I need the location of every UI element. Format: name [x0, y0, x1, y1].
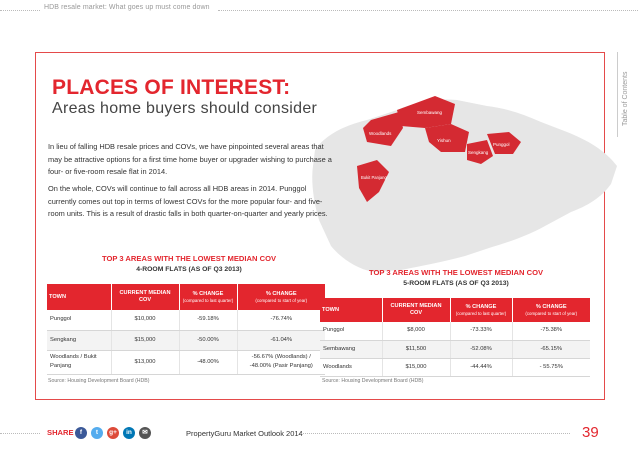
table5-cell: -44.44%: [450, 358, 512, 376]
map-label-sembawang: Sembawang: [417, 110, 443, 115]
table4-header-yoy-label: % CHANGE: [265, 291, 297, 297]
table4-cell: -61.04%: [237, 330, 325, 350]
page-title: PLACES OF INTEREST:: [52, 76, 291, 99]
table4-header-yoy: [237, 284, 325, 310]
table5-title: TOP 3 AREAS WITH THE LOWEST MEDIAN COV: [368, 268, 544, 277]
table4-header-qoq: [179, 284, 237, 310]
table5-cell: $11,500: [382, 340, 450, 358]
table5-cell: -65.15%: [512, 340, 590, 358]
outlook-paragraph: On the whole, COVs will continue to fall across all HDB areas in 2014. Punggol currently comes out top in terms of lowest COVs for the more popular four- and five-room units. This is a result of drastic falls in both quarter-on-quarter and yearly prices.: [48, 184, 328, 218]
map-landmass: [312, 99, 617, 272]
twitter-icon[interactable]: t: [91, 427, 103, 439]
footer-rule-right: [300, 433, 570, 434]
table5-header-qoq-label: % CHANGE: [465, 304, 497, 310]
map-label-bukit-panjang: Bukit Panjang: [361, 175, 387, 180]
map-label-woodlands: Woodlands: [369, 131, 392, 136]
table5-cell: $15,000: [382, 358, 450, 376]
table-row: [320, 322, 590, 340]
table4-source: Source: Housing Development Board (HDB): [48, 378, 150, 384]
toc-label: Table of Contents: [622, 71, 629, 126]
table4-cell: Sengkang: [47, 330, 111, 350]
intro-paragraph: In lieu of falling HDB resale prices and COVs, we have pinpointed several areas that may be attractive options for a first time home buyer or upgrader wishing to purchase a four- or five-room resale flat in 2014.: [48, 142, 332, 176]
google-plus-icon[interactable]: g+: [107, 427, 119, 439]
table4-header-yoy-note: (compared to start of year): [255, 298, 308, 303]
footer-rule-left: [0, 433, 40, 434]
table4-cell: $13,000: [111, 350, 179, 374]
table5-cell: -73.33%: [450, 322, 512, 340]
map-label-sengkang: Sengkang: [468, 150, 489, 155]
share-label: SHARE: [47, 428, 74, 437]
table5-source: Source: Housing Development Board (HDB): [322, 378, 424, 384]
table4-header-row: [47, 284, 325, 310]
linkedin-icon[interactable]: in: [123, 427, 135, 439]
table5-cell: $8,000: [382, 322, 450, 340]
table5-header-qoq-note: (compared to last quarter): [455, 311, 507, 316]
facebook-icon[interactable]: f: [75, 427, 87, 439]
map-label-punggol: Punggol: [493, 142, 510, 147]
table5-cell: -75.38%: [512, 322, 590, 340]
table5-header-qoq: [450, 298, 512, 322]
table4-header-qoq-label: % CHANGE: [192, 291, 224, 297]
map-label-yishun: Yishun: [437, 138, 451, 143]
publication-name: PropertyGuru Market Outlook 2014: [186, 429, 303, 438]
table-row: [47, 350, 325, 374]
table-row: [320, 340, 590, 358]
table4-cell: -48.00%: [179, 350, 237, 374]
page-number: 39: [582, 424, 599, 441]
table-row: [320, 358, 590, 376]
table4: [47, 284, 325, 375]
table4-cell: -76.74%: [237, 310, 325, 330]
table4-title: TOP 3 AREAS WITH THE LOWEST MEDIAN COV: [101, 254, 277, 263]
table4-cell: -50.00%: [179, 330, 237, 350]
running-title: HDB resale market: What goes up must come down: [44, 4, 210, 11]
table4-cell: $10,000: [111, 310, 179, 330]
table-row: [47, 310, 325, 330]
table5-header-town: TOWN: [320, 298, 382, 322]
table4-cell: $15,000: [111, 330, 179, 350]
table4-header-town: TOWN: [47, 284, 111, 310]
table5-header-yoy-note: (compared to start of year): [525, 311, 578, 316]
table5-header-cov: CURRENT MEDIAN COV: [382, 298, 450, 322]
singapore-map: [305, 80, 625, 280]
header-rule-left: [0, 10, 40, 11]
table4-subtitle: 4-ROOM FLATS (AS OF Q3 2013): [136, 266, 242, 273]
table5-cell: Punggol: [320, 322, 382, 340]
email-icon[interactable]: ✉: [139, 427, 151, 439]
table5-header-yoy-label: % CHANGE: [535, 304, 567, 310]
table4-cell: Woodlands / Bukit Panjang: [47, 350, 111, 374]
table4-header-cov: CURRENT MEDIAN COV: [111, 284, 179, 310]
table5-subtitle: 5-ROOM FLATS (AS OF Q3 2013): [403, 280, 509, 287]
table4-cell: Punggol: [47, 310, 111, 330]
table5-cell: -52.08%: [450, 340, 512, 358]
page-subtitle: Areas home buyers should consider: [52, 100, 318, 117]
table5-cell: Woodlands: [320, 358, 382, 376]
table4-header-qoq-note: (compared to last quarter): [182, 298, 234, 303]
table5-header-row: [320, 298, 590, 322]
table-row: [47, 330, 325, 350]
table5-cell: Sembawang: [320, 340, 382, 358]
header-rule-right: [218, 10, 638, 11]
table5: [320, 298, 590, 377]
table4-cell: -56.67% (Woodlands) / -48.00% (Pasir Panjang): [237, 350, 325, 374]
table5-cell: - 55.75%: [512, 358, 590, 376]
table4-cell: -59.18%: [179, 310, 237, 330]
table5-header-yoy: [512, 298, 590, 322]
